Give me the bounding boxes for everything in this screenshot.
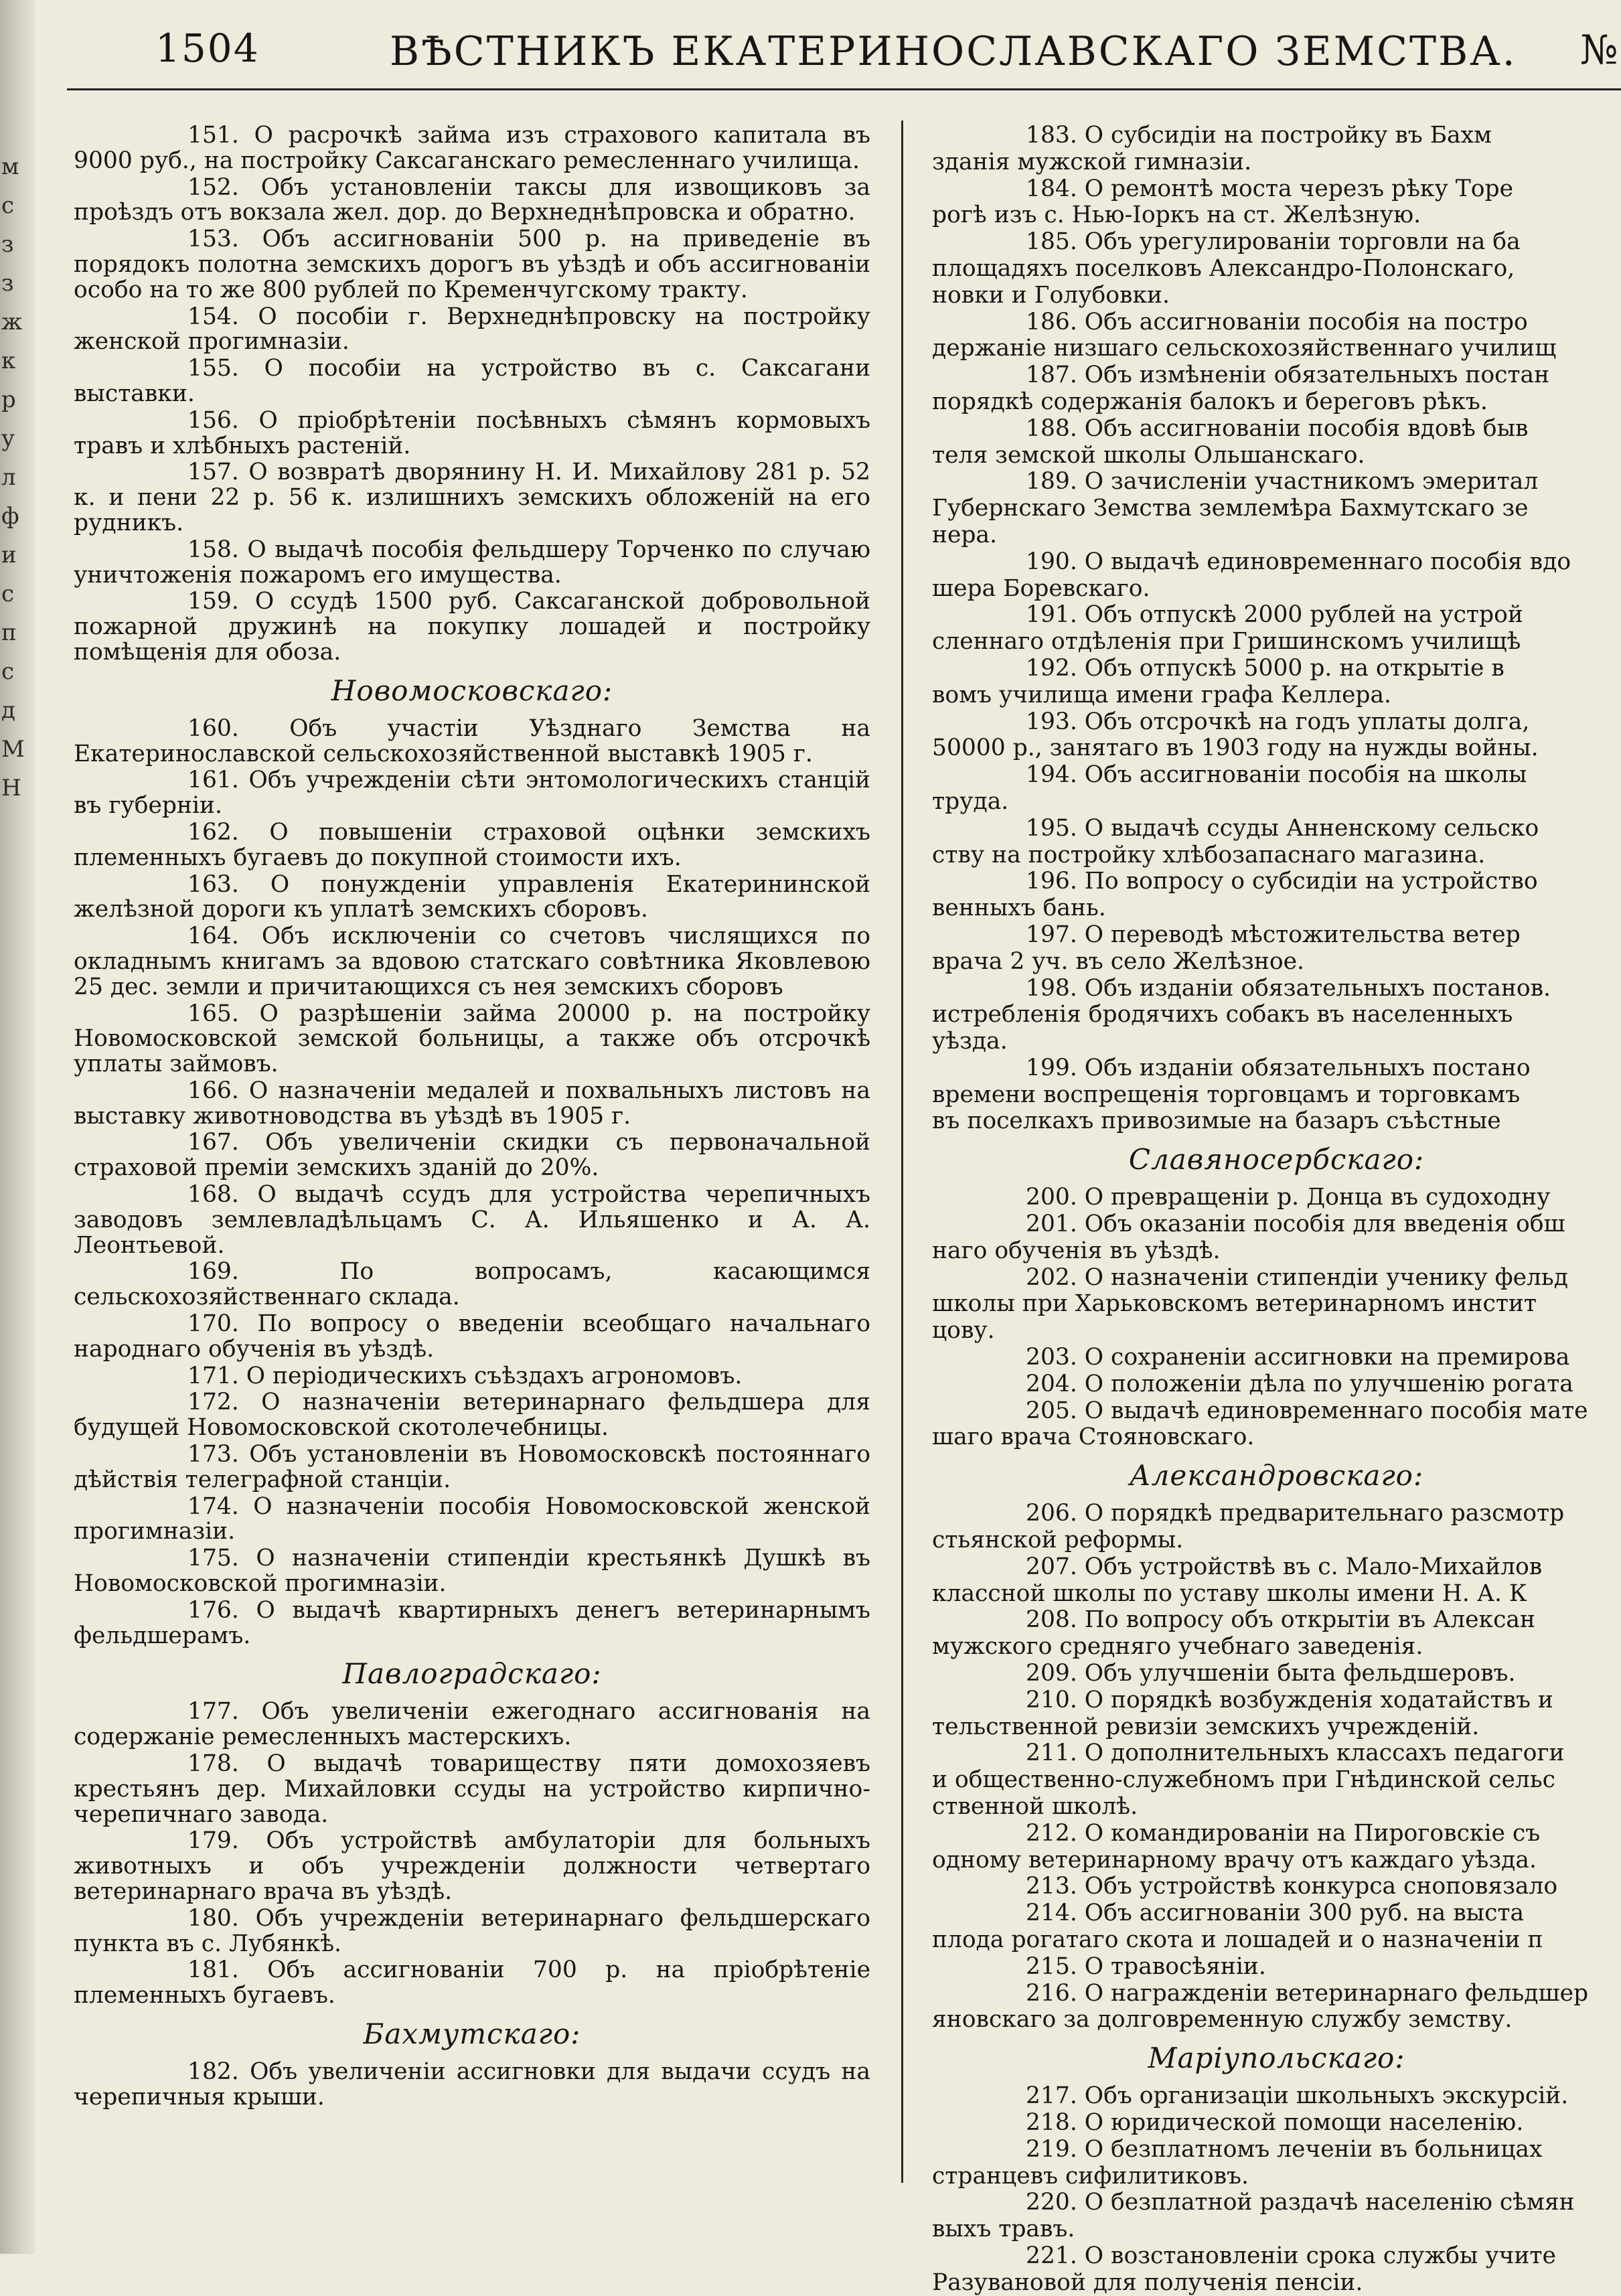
margin-letter: Н xyxy=(1,775,21,801)
district-heading: Бахмутскаго: xyxy=(363,2017,581,2050)
agenda-item: 157. О возвратѣ дворянину Н. И. Михайлову 281 р. 52 к. и пени 22 р. 56 к. излишнихъ земскихъ обложеній на его рудникъ. xyxy=(74,459,870,536)
agenda-item: 152. Объ установленіи таксы для извощиковъ за проѣздъ отъ вокзала жел. дор. до Верхнеднѣпровска и обратно. xyxy=(74,173,870,226)
margin-letter: з xyxy=(1,270,14,297)
agenda-item: 202. О назначеніи стипендіи ученику фельд xyxy=(1026,1264,1568,1291)
agenda-item: 180. Объ учрежденіи ветеринарнаго фельдшерскаго пункта въ с. Лубянкѣ. xyxy=(74,1904,870,1957)
agenda-item: 211. О дополнительныхъ классахъ педагоги xyxy=(1026,1740,1565,1767)
agenda-item: 178. О выдачѣ товариществу пяти домохозяевъ крестьянъ дер. Михайловки ссуды на устройство кирпично-черепичнаго завода. xyxy=(74,1750,870,1828)
agenda-item: 156. О пріобрѣтеніи посѣвныхъ сѣмянъ кормовыхъ травъ и хлѣбныхъ растеній. xyxy=(74,406,870,459)
agenda-item: 163. О понужденіи управленія Екатерининской желѣзной дороги къ уплатѣ земскихъ сборовъ. xyxy=(74,870,870,923)
agenda-item-continuation: плода рогатаго скота и лошадей и о назначеніи п xyxy=(932,1926,1543,1953)
agenda-item: 218. О юридической помощи населенію. xyxy=(1026,2109,1524,2136)
left-column xyxy=(74,123,870,2239)
agenda-item: 215. О травосѣяніи. xyxy=(1026,1953,1266,1980)
district-heading: Славяносербскаго: xyxy=(1128,1143,1425,1176)
agenda-item: 160. Объ участіи Уѣзднаго Земства на Екатеринославской сельскохозяйственной выставкѣ 1905 г. xyxy=(74,714,870,767)
agenda-item: 183. О субсидіи на постройку въ Бахм xyxy=(1026,122,1492,149)
agenda-item: 162. О повышеніи страховой оцѣнки земскихъ племенныхъ бугаевъ до покупной стоимости ихъ. xyxy=(74,818,870,871)
agenda-item: 219. О безплатномъ леченіи въ больницах xyxy=(1026,2135,1543,2163)
agenda-item: 217. Объ организаціи школьныхъ экскурсій. xyxy=(1026,2082,1569,2110)
margin-letter: М xyxy=(1,736,25,763)
agenda-item-continuation: порядкѣ содержанія балокъ и береговъ рѣкъ. xyxy=(932,388,1488,415)
margin-letter: к xyxy=(1,348,16,374)
agenda-item: 151. О расрочкѣ займа изъ страхового капитала въ 9000 руб., на постройку Саксаганскаго ремесленнаго училища. xyxy=(74,122,870,174)
agenda-item-continuation: теля земской школы Ольшанскаго. xyxy=(932,441,1365,469)
agenda-item-continuation: новки и Голубовки. xyxy=(932,281,1170,309)
agenda-item: 181. Объ ассигнованіи 700 р. на пріобрѣтеніе племенныхъ бугаевъ. xyxy=(74,1957,870,2009)
agenda-item-continuation: и общественно-служебномъ при Гнѣдинской сельс xyxy=(932,1766,1555,1794)
agenda-item-continuation: шера Боревскаго. xyxy=(932,575,1150,602)
margin-letter: р xyxy=(1,386,16,413)
agenda-item: 173. Объ установленіи въ Новомосковскѣ постояннаго дѣйствія телеграфной станціи. xyxy=(74,1441,870,1493)
margin-letter: м xyxy=(1,153,19,180)
margin-letter: с xyxy=(1,581,15,607)
agenda-item-continuation: яновскаго за долговременную службу земству. xyxy=(932,2006,1513,2034)
margin-letter: ж xyxy=(1,309,23,335)
agenda-item: 206. О порядкѣ предварительнаго разсмотр xyxy=(1026,1500,1565,1527)
agenda-item: 210. О порядкѣ возбужденія ходатайствъ и xyxy=(1026,1686,1553,1713)
agenda-item-continuation: истребленія бродячихъ собакъ въ населенныхъ xyxy=(932,1001,1513,1028)
agenda-item: 196. По вопросу о субсидіи на устройство xyxy=(1026,868,1538,895)
agenda-item: 195. О выдачѣ ссуды Анненскому сельско xyxy=(1026,814,1539,842)
district-heading: Александровскаго: xyxy=(1129,1459,1424,1493)
agenda-item: 182. Объ увеличеніи ассигновки для выдачи ссудъ на черепичныя крыши. xyxy=(74,2058,870,2111)
margin-letter: ф xyxy=(1,503,19,530)
agenda-item: 190. О выдачѣ единовременнаго пособія вдо xyxy=(1026,548,1571,575)
agenda-item: 191. Объ отпускѣ 2000 рублей на устрой xyxy=(1026,601,1523,629)
agenda-item: 201. Объ оказаніи пособія для введенія обш xyxy=(1026,1211,1565,1238)
agenda-item: 208. По вопросу объ открытіи въ Алексан xyxy=(1026,1606,1535,1634)
agenda-item-continuation: школы при Харьковскомъ ветеринарномъ инстит xyxy=(932,1290,1537,1318)
agenda-item: 207. Объ устройствѣ въ с. Мало-Михайлов xyxy=(1026,1553,1543,1580)
journal-title: ВѢСТНИКЪ ЕКАТЕРИНОСЛАВСКАГО ЗЕМСТВА. xyxy=(390,28,1517,75)
agenda-item: 213. Объ устройствѣ конкурса сноповязало xyxy=(1026,1873,1558,1900)
agenda-item: 205. О выдачѣ единовременнаго пособія мате xyxy=(1026,1397,1588,1424)
agenda-item: 154. О пособіи г. Верхнеднѣпровску на постройку женской прогимназіи. xyxy=(74,303,870,356)
agenda-item-continuation: въ поселкахъ привозимые на базаръ съѣстные xyxy=(932,1107,1501,1135)
agenda-item-continuation: венныхъ бань. xyxy=(932,895,1106,922)
agenda-item: 166. О назначеніи медалей и похвальныхъ листовъ на выставку животноводства въ уѣздѣ въ 1905 г. xyxy=(74,1077,870,1130)
margin-letter: у xyxy=(1,425,15,452)
agenda-item-continuation: цову. xyxy=(932,1317,995,1345)
agenda-item-continuation: Разувановой для полученія пенсіи. xyxy=(932,2269,1363,2296)
agenda-item: 184. О ремонтѣ моста черезъ рѣку Торе xyxy=(1026,175,1514,202)
agenda-item-continuation: уѣзда. xyxy=(932,1028,1008,1055)
agenda-item: 188. Объ ассигнованіи пособія вдовѣ быв xyxy=(1026,414,1529,442)
agenda-item-continuation: рогѣ изъ с. Нью-Іоркъ на ст. Желѣзную. xyxy=(932,202,1421,229)
agenda-item: 179. Объ устройствѣ амбулаторіи для больныхъ животныхъ и объ учрежденіи должности четвертаго ветеринарнаго врача въ уѣздѣ. xyxy=(74,1827,870,1905)
agenda-item: 176. О выдачѣ квартирныхъ денегъ ветеринарнымъ фельдшерамъ. xyxy=(74,1596,870,1649)
agenda-item-continuation: держаніе низшаго сельскохозяйственнаго училищ xyxy=(932,335,1557,362)
agenda-item: 171. О періодическихъ съѣздахъ агрономовъ. xyxy=(187,1362,743,1389)
column-divider xyxy=(901,121,903,2183)
agenda-item-continuation: мужского средняго учебнаго заведенія. xyxy=(932,1633,1423,1661)
agenda-item-continuation: тельственной ревизіи земскихъ учрежденій. xyxy=(932,1713,1480,1740)
agenda-item: 209. Объ улучшеніи быта фельдшеровъ. xyxy=(1026,1660,1516,1687)
agenda-item: 164. Объ исключеніи со счетовъ числящихся по окладнымъ книгамъ за вдовою статскаго совѣтника Яковлевою 25 дес. земли и причитающихся съ нея земскихъ сборовъ xyxy=(74,923,870,1000)
agenda-item-continuation: площадяхъ поселковъ Александро-Полонскаго, xyxy=(932,254,1515,282)
margin-letter: д xyxy=(1,697,15,724)
agenda-item-continuation: шаго врача Стояновскаго. xyxy=(932,1424,1255,1451)
margin-letter: л xyxy=(1,464,16,491)
header-rule xyxy=(67,88,1621,90)
agenda-item-continuation: зданія мужской гимназіи. xyxy=(932,148,1252,175)
agenda-item-continuation: 50000 р., занятаго въ 1903 году на нужды войны. xyxy=(932,735,1539,762)
district-heading: Маріупольскаго: xyxy=(1148,2042,1405,2075)
district-heading: Павлоградскаго: xyxy=(342,1657,602,1691)
agenda-item: 158. О выдачѣ пособія фельдшеру Торченко по случаю уничтоженія пожаромъ его имущества. xyxy=(74,536,870,589)
agenda-item-continuation: ственной школѣ. xyxy=(932,1793,1138,1821)
agenda-item: 199. Объ изданіи обязательныхъ постано xyxy=(1026,1054,1531,1081)
agenda-item: 175. О назначеніи стипендіи крестьянкѣ Душкѣ въ Новомосковской прогимназіи. xyxy=(74,1545,870,1598)
agenda-item: 177. Объ увеличеніи ежегоднаго ассигнованія на содержаніе ремесленныхъ мастерскихъ. xyxy=(74,1698,870,1751)
agenda-item: 193. Объ отсрочкѣ на годъ уплаты долга, xyxy=(1026,708,1530,735)
agenda-item: 161. Объ учрежденіи сѣти энтомологическихъ станцій въ губерніи. xyxy=(74,767,870,820)
agenda-item: 165. О разрѣшеніи займа 20000 р. на постройку Новомосковской земской больницы, а также объ отсрочкѣ уплаты займовъ. xyxy=(74,1000,870,1078)
agenda-item-continuation: нера. xyxy=(932,521,998,548)
agenda-item: 169. По вопросамъ, касающимся сельскохозяйственнаго склада. xyxy=(74,1258,870,1311)
agenda-item-continuation: одному ветеринарному врачу отъ каждаго уѣзда. xyxy=(932,1846,1537,1873)
agenda-item: 187. Объ измѣненіи обязательныхъ постан xyxy=(1026,362,1550,389)
agenda-item-continuation: врача 2 уч. въ село Желѣзное. xyxy=(932,947,1304,975)
previous-page-edge xyxy=(0,0,35,2254)
agenda-item: 194. Объ ассигнованіи пособія на школы xyxy=(1026,761,1527,789)
agenda-item-continuation: выхъ травъ. xyxy=(932,2216,1075,2243)
agenda-item-continuation: стьянской реформы. xyxy=(932,1527,1184,1554)
agenda-item: 214. Объ ассигнованіи 300 руб. на выста xyxy=(1026,1900,1525,1927)
agenda-item: 192. Объ отпускѣ 5000 р. на открытіе в xyxy=(1026,654,1504,682)
margin-letter: з xyxy=(1,231,14,258)
right-column xyxy=(932,122,1621,2296)
agenda-item: 200. О превращеніи р. Донца въ судоходну xyxy=(1026,1184,1551,1211)
agenda-item: 185. Объ урегулированіи торговли на ба xyxy=(1026,228,1521,256)
agenda-item: 216. О награжденіи ветеринарнаго фельдшер xyxy=(1026,1979,1589,2007)
agenda-item-continuation: Губернскаго Земства землемѣра Бахмутскаго зе xyxy=(932,495,1529,522)
agenda-item: 170. По вопросу о введеніи всеобщаго начальнаго народнаго обученія въ уѣздѣ. xyxy=(74,1310,870,1363)
margin-letter: п xyxy=(1,619,17,646)
page-header xyxy=(0,19,1621,92)
district-heading: Новомосковскаго: xyxy=(331,674,613,707)
agenda-item: 186. Объ ассигнованіи пособія на постро xyxy=(1026,308,1528,335)
agenda-item: 220. О безплатной раздачѣ населенію сѣмян xyxy=(1026,2189,1575,2216)
agenda-item-continuation: классной школы по уставу школы имени Н. А. К xyxy=(932,1580,1527,1607)
agenda-item: 153. Объ ассигнованіи 500 р. на приведеніе въ порядокъ полотна земскихъ дорогъ въ уѣздѣ и объ ассигнованіи особо на то же 800 рублей по Кременчугскому тракту. xyxy=(74,226,870,303)
agenda-item: 203. О сохраненіи ассигновки на премирова xyxy=(1026,1344,1570,1371)
margin-letter: с xyxy=(1,192,15,219)
agenda-item-continuation: ству на постройку хлѣбозапаснаго магазина. xyxy=(932,841,1486,868)
agenda-item-continuation: наго обученія въ уѣздѣ. xyxy=(932,1237,1221,1264)
margin-letter: с xyxy=(1,658,15,685)
agenda-item-continuation: труда. xyxy=(932,787,1009,815)
agenda-item: 172. О назначеніи ветеринарнаго фельдшера для будущей Новомосковской скотолечебницы. xyxy=(74,1389,870,1442)
agenda-item-continuation: сленнаго отдѣленія при Гришинскомъ училищѣ xyxy=(932,628,1521,656)
agenda-item: 204. О положеніи дѣла по улучшенію рогата xyxy=(1026,1370,1573,1397)
agenda-item-continuation: странцевъ сифилитиковъ. xyxy=(932,2162,1249,2190)
agenda-item: 168. О выдачѣ ссудъ для устройства черепичныхъ заводовъ землевладѣльцамъ С. А. Ильяшенко и А. А. Леонтьевой. xyxy=(74,1181,870,1259)
agenda-item: 197. О переводѣ мѣстожительства ветер xyxy=(1026,921,1521,948)
page-number: 1504 xyxy=(155,25,260,71)
previous-page-fragment xyxy=(1,147,28,808)
margin-letter: и xyxy=(1,542,17,568)
agenda-item-continuation: времени воспрещенія торговцамъ и торговкамъ xyxy=(932,1081,1521,1108)
agenda-item: 189. О зачисленіи участникомъ эмеритал xyxy=(1026,468,1539,495)
agenda-item: 198. Объ изданіи обязательныхъ постанов. xyxy=(1026,974,1551,1002)
issue-number: № xyxy=(1580,27,1618,74)
agenda-item: 174. О назначеніи пособія Новомосковской женской прогимназіи. xyxy=(74,1493,870,1545)
agenda-item-continuation: вомъ училища имени графа Келлера. xyxy=(932,681,1392,708)
agenda-item: 159. О ссудѣ 1500 руб. Саксаганской добровольной пожарной дружинѣ на покупку лошадей и постройку помѣщенія для обоза. xyxy=(74,588,870,666)
agenda-item: 155. О пособіи на устройство въ с. Саксагани выставки. xyxy=(74,355,870,407)
agenda-item: 221. О возстановленіи срока службы учите xyxy=(1026,2242,1556,2269)
agenda-item: 212. О командированіи на Пироговскіе съ xyxy=(1026,1819,1541,1847)
agenda-item: 167. Объ увеличеніи скидки съ первоначальной страховой преміи земскихъ зданій до 20%. xyxy=(74,1129,870,1182)
